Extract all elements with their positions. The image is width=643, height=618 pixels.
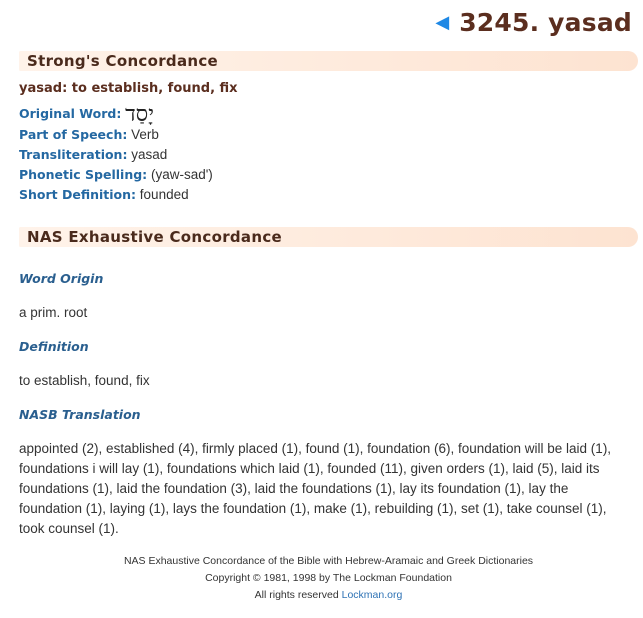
part-of-speech-row	[19, 127, 159, 142]
footer-rights-line	[0, 587, 643, 604]
phonetic-spelling-value: (yaw-sad')	[150, 167, 213, 182]
strongs-section-header	[19, 51, 638, 71]
part-of-speech-value: Verb	[131, 127, 159, 142]
footer-rights-text: All rights reserved	[254, 589, 339, 601]
strongs-section-title: Strong's Concordance	[27, 52, 219, 70]
previous-entry-arrow-icon[interactable]: ◀	[435, 11, 450, 33]
short-definition-label: Short Definition:	[19, 187, 137, 202]
footer-copyright-line: Copyright © 1981, 1998 by The Lockman Foundation	[205, 572, 452, 584]
definition-text: to establish, found, fix	[19, 373, 150, 388]
word-origin-heading: Word Origin	[19, 271, 104, 286]
phonetic-spelling-row	[19, 167, 213, 182]
part-of-speech-label: Part of Speech:	[19, 127, 128, 142]
headword: yasad: to establish, found, fix	[19, 81, 238, 96]
word-origin-text: a prim. root	[19, 305, 88, 320]
original-word-label: Original Word:	[19, 106, 122, 121]
transliteration-row	[19, 147, 167, 162]
phonetic-spelling-label: Phonetic Spelling:	[19, 167, 148, 182]
original-word-row	[19, 101, 154, 127]
original-word-hebrew: יָסַד	[125, 102, 154, 127]
definition-heading: Definition	[19, 339, 89, 354]
footer	[0, 553, 643, 604]
nas-section-title: NAS Exhaustive Concordance	[27, 228, 282, 246]
short-definition-row	[19, 187, 189, 202]
nasb-translation-text: appointed (2), established (4), firmly placed (1), found (1), foundation (6), foundation will be laid (1), foundations i will lay (1), foundations which laid (1), founded (11), given orders (1), laid (5), laid its foundations (1), laid the foundation (3), laid the foundations (1), lay its foundation (1), lay the foundation (1), laying (1), lays the foundation (1), make (1), rebuilding (1), set (1), take counsel (1), took counsel (1).	[19, 441, 612, 536]
transliteration-value: yasad	[131, 147, 168, 162]
footer-concordance-line: NAS Exhaustive Concordance of the Bible with Hebrew-Aramaic and Greek Dictionaries	[123, 555, 534, 567]
lockman-link[interactable]: Lockman.org	[341, 589, 403, 601]
transliteration-label: Transliteration:	[19, 147, 128, 162]
nasb-translation-heading: NASB Translation	[19, 407, 141, 422]
short-definition-value: founded	[139, 187, 189, 202]
page-header	[435, 8, 632, 37]
page-title: 3245. yasad	[459, 8, 632, 37]
nas-section-header	[19, 227, 638, 247]
